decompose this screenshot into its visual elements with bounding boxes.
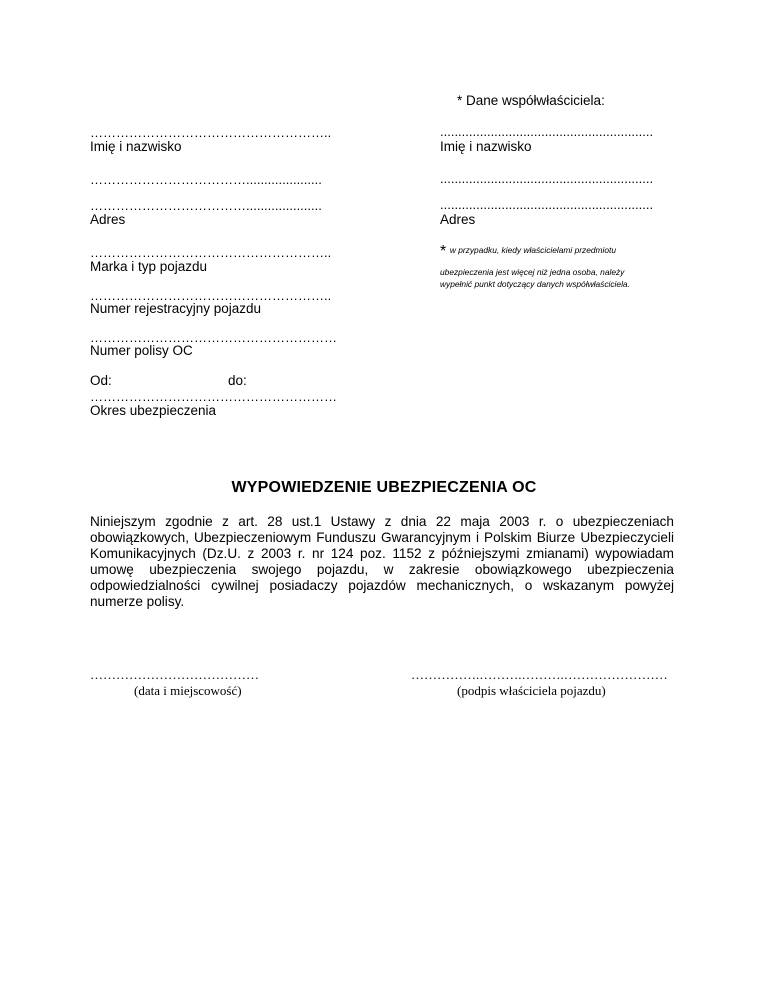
body-paragraph: Niniejszym zgodnie z art. 28 ust.1 Ustawy z dnia 22 maja 2003 r. o ubezpieczeniach obowiązkowych, Ubezpieczeniowym Funduszu Gwarancyjnym i Polskim Biurze Ubezpieczycieli Komunikacyjnych (Dz.U. z 2003 r. nr 124 poz. 1152 z późniejszymi zmianami) wypowiadam umowę ubezpieczenia swojego pojazdu, w zakresie obowiązkowego ubezpieczenia odpowiedzialności cywilnej posiadaczy pojazdów mechanicznych, o wskazanym powyżej numerze polisy. <box>90 514 674 609</box>
owner-address-label: Adres <box>90 212 126 227</box>
coowner-name-label: Imię i nazwisko <box>440 139 532 154</box>
note-asterisk: * <box>440 243 447 260</box>
owner-name-field[interactable]: ……………………………………………….. <box>90 125 332 140</box>
period-from-label: Od: <box>90 373 112 388</box>
owner-signature-field[interactable]: …………….……….……….…………………… <box>411 667 668 682</box>
note-line-2: ubezpieczenia jest więcej niż jedna osoba, należy <box>440 267 625 277</box>
coowner-address-field-1[interactable]: ........................................................... <box>440 171 654 186</box>
vehicle-make-field[interactable]: ……………………………………………….. <box>90 245 332 260</box>
date-place-label: (data i miejscowość) <box>134 683 242 698</box>
coowner-address-field-2[interactable]: ........................................................... <box>440 197 654 212</box>
coowner-address-label: Adres <box>440 212 476 227</box>
policy-number-label: Numer polisy OC <box>90 343 193 358</box>
note-line-3: wypełnić punkt dotyczący danych współwłaściciela. <box>440 279 630 289</box>
owner-signature-label: (podpis właściciela pojazdu) <box>457 683 606 698</box>
insurance-period-field[interactable]: ………………………………………………… <box>90 389 337 404</box>
note-line-1: w przypadku, kiedy właścicielami przedmiotu <box>449 245 617 255</box>
owner-name-label: Imię i nazwisko <box>90 139 182 154</box>
vehicle-make-label: Marka i typ pojazdu <box>90 259 208 274</box>
registration-number-label: Numer rejestracyjny pojazdu <box>90 301 262 316</box>
owner-address-field-1[interactable]: ………………………………..................... <box>90 172 322 187</box>
insurance-period-label: Okres ubezpieczenia <box>90 403 217 418</box>
policy-number-field[interactable]: ………………………………………………… <box>90 330 337 345</box>
period-to-label: do: <box>228 373 247 388</box>
coowner-header: * Dane współwłaściciela: <box>457 93 605 108</box>
date-place-field[interactable]: ………………………………… <box>90 667 259 682</box>
document-title: WYPOWIEDZENIE UBEZPIECZENIA OC <box>231 479 537 496</box>
coowner-note <box>440 240 616 258</box>
registration-number-field[interactable]: ……………………………………………….. <box>90 288 332 303</box>
owner-address-field-2[interactable]: ………………………………..................... <box>90 198 322 213</box>
coowner-name-field[interactable]: ........................................................... <box>440 124 654 139</box>
